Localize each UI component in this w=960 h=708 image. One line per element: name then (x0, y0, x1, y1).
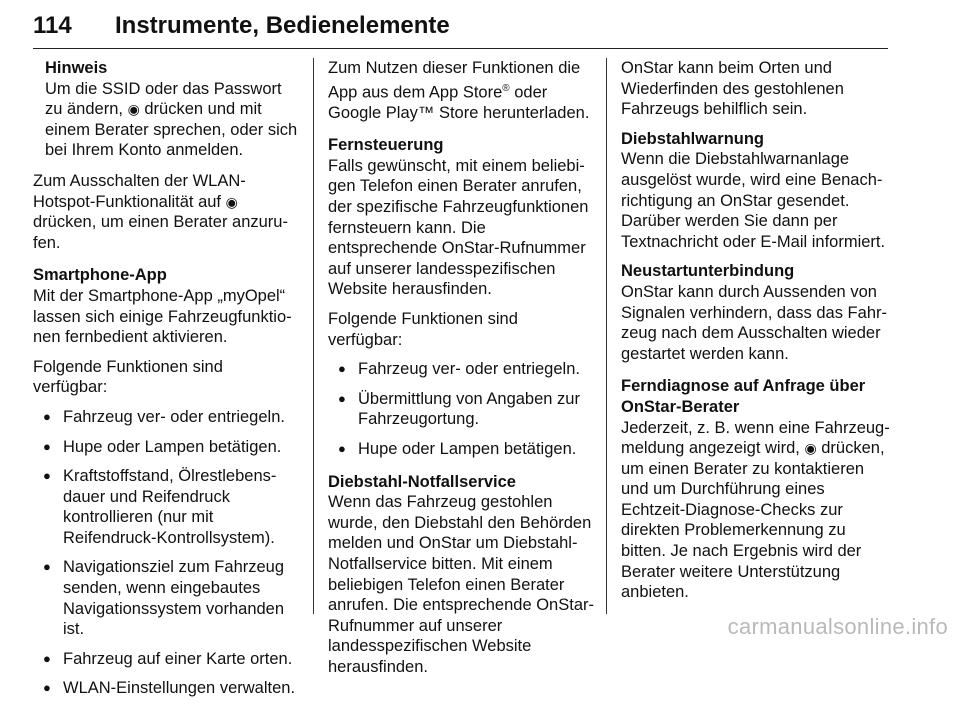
page-title: Instrumente, Bedienelemente (115, 12, 450, 39)
column-divider-2 (606, 58, 607, 614)
list-item: ● Fahrzeug auf einer Karte orten. (33, 649, 301, 670)
registered-mark: ® (502, 82, 510, 94)
column-3 (621, 58, 891, 612)
onstar-button-icon: ◉ (127, 101, 140, 118)
section-heading-theft: Diebstahl-Notfallservice (328, 472, 516, 491)
section-heading-remote: Fernsteuerung (328, 136, 444, 155)
list-item: ● Übermittlung von Angaben zur Fahrzeugortung. (328, 389, 594, 430)
note-title: Hinweis (45, 59, 108, 77)
functions-intro: Folgende Funktionen sind verfügbar: (33, 357, 223, 397)
function-list-2 (328, 359, 594, 459)
page-number: 114 (33, 12, 72, 39)
section-heading-alarm: Diebstahlwarnung (621, 129, 765, 148)
alarm-paragraph: Wenn die Diebstahlwarnanlage ausgelöst wurde, wird eine Benachrichtigung an OnStar gesendet. Darüber werden Sie dann per Textnachricht oder E-Mail informiert. (621, 150, 886, 251)
list-item: ● Navigationsziel zum Fahrzeug senden, wenn eingebautes Navigationssystem vorhanden ist. (33, 557, 301, 639)
watermark: carmanualsonline.info (727, 614, 948, 639)
functions-intro: Folgende Funktionen sind verfügbar: (328, 310, 518, 349)
remote-paragraph: Falls gewünscht, mit einem beliebigen Telefon einen Berater anrufen, der spezifische Fahrzeugfunktionen fernsteuern kann. Die entsprechende OnStar-Rufnummer auf unserer landesspezifischen Website herausfinden. (328, 156, 589, 299)
smartphone-paragraph: Mit der Smartphone-App „myOpel“ lassen sich einige Fahrzeugfunktionen fernbedient aktivieren. (33, 286, 292, 347)
note-text: Um die SSID oder das Passwort zu ändern, ◉ drücken und mit einem Berater sprechen, oder sich bei Ihrem Konto anmelden. (45, 79, 298, 160)
section-heading-restart: Neustartunterbindung (621, 262, 795, 281)
onstar-button-icon: ◉ (804, 440, 817, 457)
list-item: ● Hupe oder Lampen betätigen. (33, 437, 301, 458)
theft-paragraph: Wenn das Fahrzeug gestohlen wurde, den Diebstahl den Behörden melden und OnStar um Diebstahl-Notfallservice bitten. Mit einem beliebigen Telefon einen Berater anrufen. Die entsprechende OnStar-Rufnummer auf unserer landesspezifischen Website herausfinden. (328, 493, 594, 676)
diagnosis-paragraph: Jederzeit, z. B. wenn eine Fahrzeugmeldung angezeigt wird, ◉ drücken, um einen Berater zu kontaktieren und um Durchführung eines Echtzeit-Diagnose-Checks zur direkten Problemerkennung zu bitten. Je nach Ergebnis wird der Berater weitere Unterstützung anbieten. (621, 418, 890, 602)
page-header (33, 4, 888, 48)
recovery-paragraph: OnStar kann beim Orten und Wiederfinden des gestohlenen Fahrzeugs behilflich sein. (621, 59, 844, 119)
column-1 (33, 58, 301, 708)
column-2 (328, 58, 594, 687)
app-paragraph: Zum Nutzen dieser Funktionen die App aus dem App Store® oder Google Play™ Store herunterladen. (328, 59, 590, 122)
section-heading-diagnosis: Ferndiagnose auf Anfrage über OnStar-Berater (621, 377, 866, 416)
list-item: ● WLAN-Einstellungen verwalten. (33, 678, 301, 699)
list-item: ● Hupe oder Lampen betätigen. (328, 439, 594, 460)
section-heading-smartphone: Smartphone-App (33, 266, 167, 285)
list-item: ● Kraftstoffstand, Ölrestlebensdauer und Reifendruck kontrollieren (nur mit Reifendruck-Kontrollsystem). (33, 466, 301, 548)
onstar-button-icon: ◉ (225, 193, 238, 210)
column-divider-1 (313, 58, 314, 614)
list-item: ● Fahrzeug ver- oder entriegeln. (33, 407, 301, 428)
list-item: ● Fahrzeug ver- oder entriegeln. (328, 359, 594, 380)
header-rule (33, 48, 888, 49)
function-list-1 (33, 407, 301, 699)
hotspot-paragraph: Zum Ausschalten der WLAN-Hotspot-Funktionalität auf ◉ drücken, um einen Berater anzurufen. (33, 171, 288, 252)
note-box (45, 58, 301, 161)
restart-paragraph: OnStar kann durch Aussenden von Signalen verhindern, dass das Fahrzeug nach dem Ausschalten wieder gestartet werden kann. (621, 282, 887, 363)
